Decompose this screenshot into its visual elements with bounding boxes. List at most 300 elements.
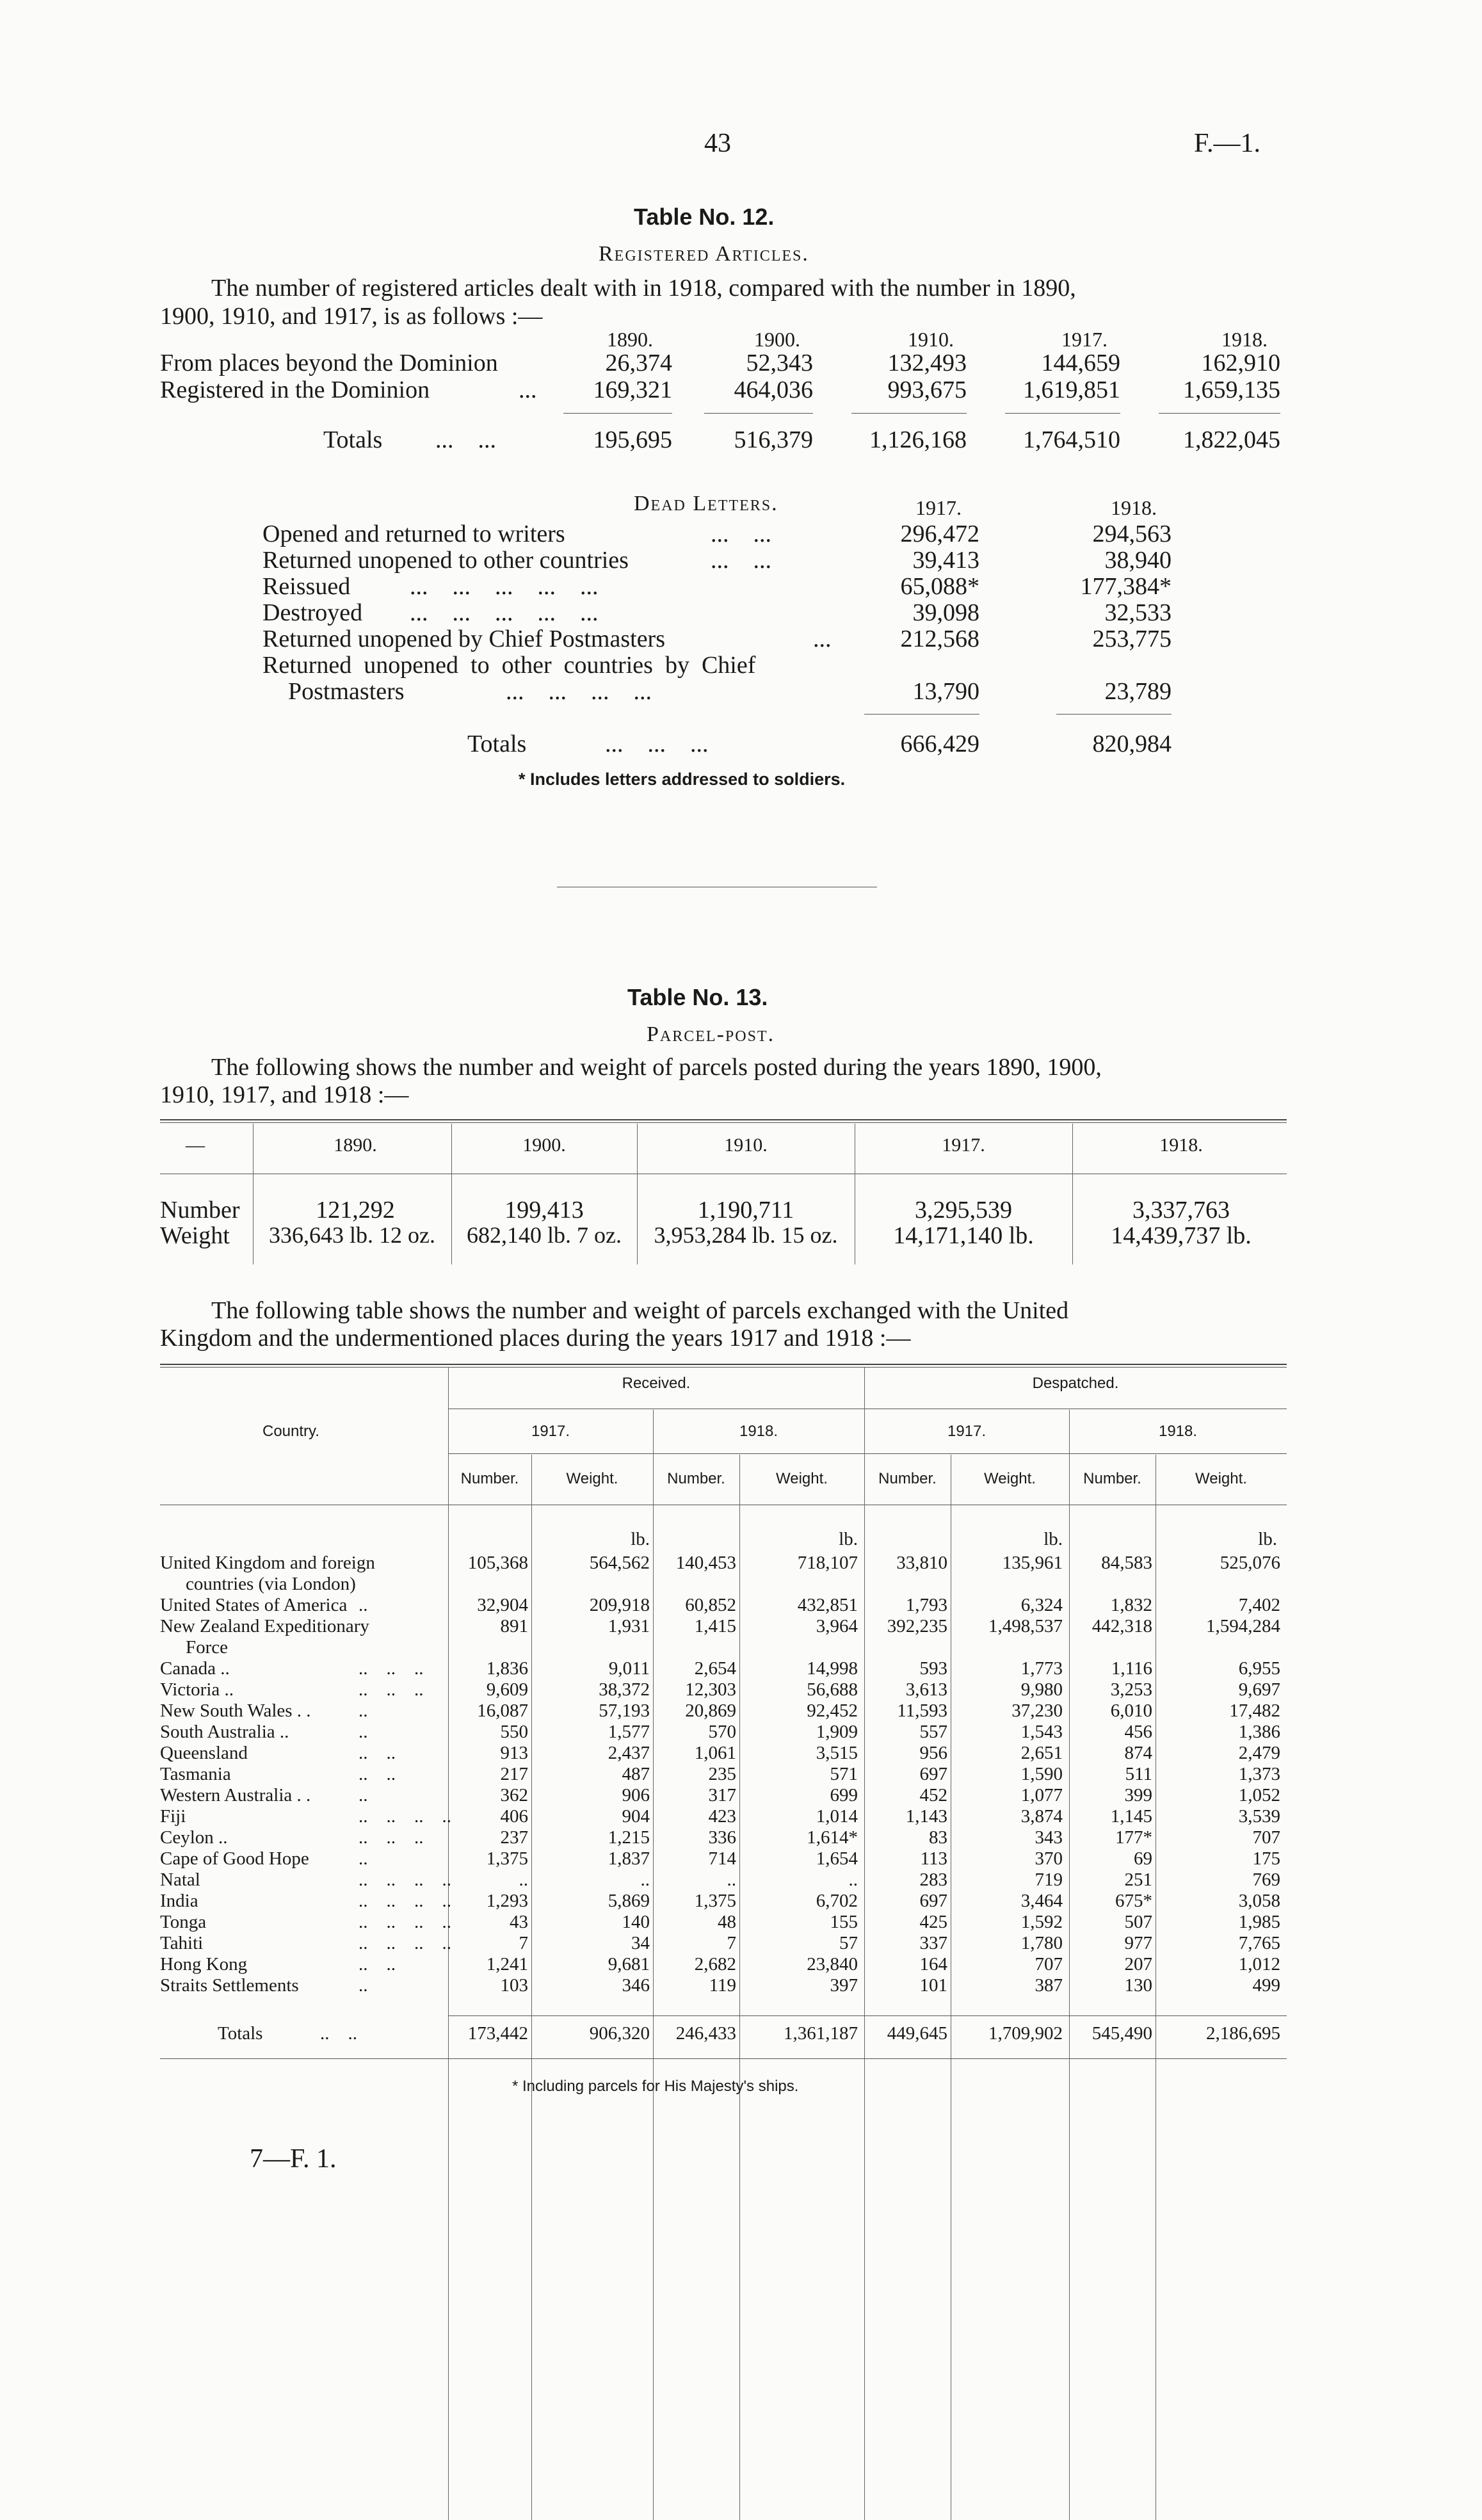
cell-value: 84,583 bbox=[1101, 1553, 1152, 1573]
country-name-continued: countries (via London) bbox=[186, 1574, 356, 1594]
weight-header: Weight. bbox=[1195, 1470, 1247, 1487]
row-label: Number bbox=[160, 1197, 240, 1224]
cell-value: 1,773 bbox=[1020, 1658, 1063, 1679]
cell-value: .. bbox=[640, 1870, 650, 1890]
cell-value: 593 bbox=[919, 1658, 947, 1679]
cell-value: 2,479 bbox=[1238, 1743, 1280, 1763]
leader-dots: ... ... bbox=[711, 547, 771, 574]
table12-subtitle: Registered Articles. bbox=[599, 242, 809, 266]
cell-value: 487 bbox=[622, 1764, 650, 1784]
sum-rule bbox=[851, 413, 967, 414]
cell-value: 1,373 bbox=[1238, 1764, 1280, 1784]
leader-dots: .. .. .. .. bbox=[358, 1933, 451, 1953]
cell-value: 1,012 bbox=[1238, 1954, 1280, 1975]
table-top-rule bbox=[160, 1367, 1287, 1368]
cell-value: 452 bbox=[919, 1785, 947, 1805]
cell-value: 3,253 bbox=[1110, 1679, 1152, 1700]
cell-value: 3,613 bbox=[905, 1679, 947, 1700]
number-header: Number. bbox=[1083, 1470, 1141, 1487]
table12-intro-1: The number of registered articles dealt with in 1918, compared with the number in 1890, bbox=[211, 275, 1076, 302]
unit-label: lb. bbox=[1043, 1529, 1063, 1549]
cell-value: 140 bbox=[622, 1912, 650, 1932]
leader-dots: .. bbox=[358, 1722, 368, 1742]
cell-value: 769 bbox=[1252, 1870, 1280, 1890]
country-name: Tahiti bbox=[160, 1933, 204, 1953]
cell-value: 1,780 bbox=[1020, 1933, 1063, 1953]
total-value: 173,442 bbox=[467, 2023, 528, 2044]
country-name: Western Australia . . bbox=[160, 1785, 311, 1805]
unit-label: lb. bbox=[631, 1529, 650, 1549]
cell-value: 993,675 bbox=[887, 376, 967, 403]
cell-value: 1,654 bbox=[816, 1848, 858, 1869]
cell-value: 23,789 bbox=[1104, 678, 1172, 705]
cell-value: 511 bbox=[1125, 1764, 1152, 1784]
year-header: 1918. bbox=[1158, 1423, 1198, 1440]
leader-dots: .. .. bbox=[358, 1743, 396, 1763]
row-label: Reissued bbox=[262, 573, 351, 600]
total-value: 666,429 bbox=[900, 731, 979, 757]
leader-dots: ... ... bbox=[711, 521, 771, 547]
cell-value: 14,998 bbox=[807, 1658, 858, 1679]
year-header: 1917. bbox=[947, 1423, 987, 1440]
country-name: Canada .. bbox=[160, 1658, 230, 1679]
row-label: Returned unopened to other countries by Chief bbox=[262, 652, 756, 679]
cell-value: 7 bbox=[519, 1933, 528, 1953]
total-value: 195,695 bbox=[593, 426, 672, 453]
cell-value: 177* bbox=[1115, 1827, 1152, 1848]
cell-value: 39,098 bbox=[912, 599, 979, 626]
cell-value: 956 bbox=[919, 1743, 947, 1763]
cell-value: 1,143 bbox=[905, 1806, 947, 1827]
year-header: 1890. bbox=[607, 328, 653, 351]
cell-value: 32,904 bbox=[477, 1595, 528, 1615]
cell-value: 1,931 bbox=[608, 1616, 650, 1636]
country-name: United Kingdom and foreign bbox=[160, 1553, 375, 1573]
country-name: Victoria .. bbox=[160, 1679, 234, 1700]
cell-value: 906 bbox=[622, 1785, 650, 1805]
cell-value: 9,609 bbox=[486, 1679, 528, 1700]
cell-value: 20,869 bbox=[685, 1700, 736, 1721]
cell-value: 707 bbox=[1252, 1827, 1280, 1848]
cell-value: 38,940 bbox=[1104, 547, 1172, 574]
leader-dots: .. .. .. .. bbox=[358, 1870, 451, 1890]
footnote: * Includes letters addressed to soldiers. bbox=[519, 770, 846, 789]
cell-value: 423 bbox=[708, 1806, 736, 1827]
cell-value: 719 bbox=[1035, 1870, 1063, 1890]
cell-value: 397 bbox=[830, 1975, 858, 1996]
cell-value: 207 bbox=[1124, 1954, 1152, 1975]
cell-value: 1,052 bbox=[1238, 1785, 1280, 1805]
country-name: Natal bbox=[160, 1870, 200, 1890]
cell-value: 175 bbox=[1252, 1848, 1280, 1869]
dead-letters-title: Dead Letters. bbox=[634, 492, 778, 515]
year-header: 1900. bbox=[754, 328, 800, 351]
totals-label: Totals bbox=[218, 2023, 263, 2044]
country-name: United States of America bbox=[160, 1595, 348, 1615]
weight-header: Weight. bbox=[776, 1470, 828, 1487]
cell-value: 6,010 bbox=[1110, 1700, 1152, 1721]
table-top-rule bbox=[160, 1364, 1287, 1365]
cell-value: 464,036 bbox=[734, 376, 813, 403]
sum-rule bbox=[1005, 413, 1120, 414]
cell-value: 456 bbox=[1124, 1722, 1152, 1742]
cell-value: 346 bbox=[622, 1975, 650, 1996]
row-label: Opened and returned to writers bbox=[262, 521, 565, 547]
weight-header: Weight. bbox=[566, 1470, 618, 1487]
cell-value: 1,014 bbox=[816, 1806, 858, 1827]
leader-dots: .. .. .. bbox=[358, 1679, 424, 1700]
cell-value: 235 bbox=[708, 1764, 736, 1784]
number-header: Number. bbox=[878, 1470, 937, 1487]
total-value: 516,379 bbox=[734, 426, 813, 453]
leader-dots: .. .. .. .. bbox=[358, 1806, 451, 1827]
table-top-rule bbox=[160, 1119, 1287, 1120]
total-value: 1,126,168 bbox=[869, 426, 967, 453]
country-name: Straits Settlements bbox=[160, 1975, 299, 1996]
total-value: 1,764,510 bbox=[1023, 426, 1120, 453]
weight-header: Weight. bbox=[984, 1470, 1036, 1487]
cell-value: 1,614* bbox=[807, 1827, 858, 1848]
total-value: 906,320 bbox=[589, 2023, 650, 2044]
leader-dots: ... ... ... ... bbox=[506, 678, 652, 705]
cell-value: 697 bbox=[919, 1764, 947, 1784]
cell-value: 336,643 lb. 12 oz. bbox=[269, 1222, 435, 1248]
cell-value: 1,145 bbox=[1110, 1806, 1152, 1827]
cell-value: 3,964 bbox=[816, 1616, 858, 1636]
cell-value: 682,140 lb. 7 oz. bbox=[467, 1222, 622, 1248]
cell-value: 14,171,140 lb. bbox=[893, 1222, 1034, 1249]
leader-dots: .. bbox=[358, 1848, 368, 1869]
total-value: 1,361,187 bbox=[784, 2023, 858, 2044]
year-header: 1917. bbox=[1061, 328, 1107, 351]
cell-value: 1,909 bbox=[816, 1722, 858, 1742]
year-header: 1917. bbox=[915, 496, 962, 519]
cell-value: 1,837 bbox=[608, 1848, 650, 1869]
cell-value: 1,215 bbox=[608, 1827, 650, 1848]
cell-value: 1,832 bbox=[1110, 1595, 1152, 1615]
cell-value: 57 bbox=[839, 1933, 858, 1953]
leader-dots: .. .. .. bbox=[358, 1658, 424, 1679]
table13-intro-1: The following shows the number and weight of parcels posted during the years 1890, 1900, bbox=[211, 1054, 1102, 1081]
cell-value: 164 bbox=[919, 1954, 947, 1975]
cell-value: 425 bbox=[919, 1912, 947, 1932]
leader-dots: .. bbox=[358, 1785, 368, 1805]
leader-dots: ... ... ... ... ... bbox=[410, 573, 599, 600]
cell-value: 557 bbox=[919, 1722, 947, 1742]
cell-value: 697 bbox=[919, 1891, 947, 1911]
cell-value: 1,592 bbox=[1020, 1912, 1063, 1932]
cell-value: 12,303 bbox=[685, 1679, 736, 1700]
cell-value: 296,472 bbox=[900, 521, 979, 547]
cell-value: 7 bbox=[727, 1933, 736, 1953]
cell-value: 34 bbox=[631, 1933, 650, 1953]
row-label: Postmasters bbox=[288, 678, 405, 705]
cell-value: 564,562 bbox=[589, 1553, 650, 1573]
cell-value: 169,321 bbox=[593, 376, 672, 403]
leader-dots: .. .. .. .. bbox=[358, 1912, 451, 1932]
cell-value: 9,980 bbox=[1020, 1679, 1063, 1700]
leader-dots: .. bbox=[358, 1700, 368, 1721]
cell-value: 217 bbox=[500, 1764, 528, 1784]
cell-value: 2,437 bbox=[608, 1743, 650, 1763]
cell-value: 1,077 bbox=[1020, 1785, 1063, 1805]
cell-value: .. bbox=[727, 1870, 736, 1890]
despatched-header: Despatched. bbox=[1032, 1375, 1119, 1392]
cell-value: 57,193 bbox=[599, 1700, 650, 1721]
leader-dots: .. .. .. .. bbox=[358, 1891, 451, 1911]
year-header: 1917. bbox=[942, 1135, 985, 1156]
country-name: New Zealand Expeditionary bbox=[160, 1616, 369, 1636]
leader-dots: ... ... ... bbox=[605, 731, 709, 757]
year-header: 1918. bbox=[739, 1423, 778, 1440]
cell-value: 7,765 bbox=[1238, 1933, 1280, 1953]
cell-value: 1,375 bbox=[486, 1848, 528, 1869]
country-name: New South Wales . . bbox=[160, 1700, 311, 1721]
cell-value: 162,910 bbox=[1201, 350, 1280, 376]
cell-value: 7,402 bbox=[1238, 1595, 1280, 1615]
table12-intro-2: 1900, 1910, and 1917, is as follows :— bbox=[160, 303, 543, 330]
cell-value: 113 bbox=[920, 1848, 947, 1869]
cell-value: 17,482 bbox=[1229, 1700, 1280, 1721]
cell-value: 33,810 bbox=[896, 1553, 947, 1573]
country-name: Cape of Good Hope bbox=[160, 1848, 309, 1869]
cell-value: .. bbox=[519, 1870, 528, 1890]
cell-value: 253,775 bbox=[1092, 626, 1172, 652]
sum-rule bbox=[864, 714, 979, 715]
cell-value: 1,793 bbox=[905, 1595, 947, 1615]
cell-value: 23,840 bbox=[807, 1954, 858, 1975]
cell-value: 11,593 bbox=[897, 1700, 947, 1721]
cell-value: 1,590 bbox=[1020, 1764, 1063, 1784]
cell-value: .. bbox=[848, 1870, 858, 1890]
cell-value: 132,493 bbox=[887, 350, 967, 376]
cell-value: 387 bbox=[1035, 1975, 1063, 1996]
cell-value: 237 bbox=[500, 1827, 528, 1848]
leader-dots: ... ... ... ... ... bbox=[410, 599, 599, 626]
cell-value: 1,061 bbox=[694, 1743, 736, 1763]
cell-value: 718,107 bbox=[797, 1553, 858, 1573]
cell-value: 2,651 bbox=[1020, 1743, 1063, 1763]
cell-value: 39,413 bbox=[912, 547, 979, 574]
cell-value: 294,563 bbox=[1092, 521, 1172, 547]
stub-header: — bbox=[186, 1135, 205, 1156]
cell-value: 1,498,537 bbox=[988, 1616, 1063, 1636]
leader-dots: ... bbox=[813, 626, 832, 652]
header-rule bbox=[448, 1453, 1287, 1454]
cell-value: 1,375 bbox=[694, 1891, 736, 1911]
cell-value: 317 bbox=[708, 1785, 736, 1805]
cell-value: 121,292 bbox=[316, 1197, 395, 1224]
cell-value: 550 bbox=[500, 1722, 528, 1742]
cell-value: 1,594,284 bbox=[1206, 1616, 1280, 1636]
leader-dots: .. .. bbox=[358, 1954, 396, 1975]
cell-value: 904 bbox=[622, 1806, 650, 1827]
year-header: 1890. bbox=[334, 1135, 377, 1156]
row-label: Destroyed bbox=[262, 599, 363, 626]
cell-value: 43 bbox=[510, 1912, 528, 1932]
totals-label: Totals bbox=[323, 426, 383, 453]
cell-value: 3,464 bbox=[1020, 1891, 1063, 1911]
cell-value: 6,702 bbox=[816, 1891, 858, 1911]
sum-rule bbox=[563, 413, 672, 414]
row-label: Weight bbox=[160, 1222, 230, 1249]
cell-value: 65,088* bbox=[900, 573, 979, 600]
country-header: Country. bbox=[262, 1423, 319, 1440]
row-label: Returned unopened by Chief Postmasters bbox=[262, 626, 666, 652]
cell-value: 3,874 bbox=[1020, 1806, 1063, 1827]
cell-value: 6,324 bbox=[1020, 1595, 1063, 1615]
cell-value: 2,654 bbox=[694, 1658, 736, 1679]
cell-value: 140,453 bbox=[675, 1553, 736, 1573]
cell-value: 9,681 bbox=[608, 1954, 650, 1975]
table12-title: Table No. 12. bbox=[634, 204, 775, 230]
table14-intro-2: Kingdom and the undermentioned places during the years 1917 and 1918 :— bbox=[160, 1325, 911, 1352]
cell-value: 507 bbox=[1124, 1912, 1152, 1932]
cell-value: 56,688 bbox=[807, 1679, 858, 1700]
cell-value: 3,953,284 lb. 15 oz. bbox=[654, 1222, 838, 1248]
cell-value: 1,577 bbox=[608, 1722, 650, 1742]
cell-value: 199,413 bbox=[504, 1197, 584, 1224]
year-header: 1918. bbox=[1221, 328, 1268, 351]
cell-value: 1,241 bbox=[486, 1954, 528, 1975]
cell-value: 1,985 bbox=[1238, 1912, 1280, 1932]
total-value: 246,433 bbox=[675, 2023, 736, 2044]
cell-value: 406 bbox=[500, 1806, 528, 1827]
cell-value: 2,682 bbox=[694, 1954, 736, 1975]
cell-value: 26,374 bbox=[605, 350, 672, 376]
cell-value: 1,619,851 bbox=[1023, 376, 1120, 403]
cell-value: 343 bbox=[1035, 1827, 1063, 1848]
cell-value: 707 bbox=[1035, 1954, 1063, 1975]
cell-value: 5,869 bbox=[608, 1891, 650, 1911]
total-value: 820,984 bbox=[1092, 731, 1172, 757]
table-bottom-rule bbox=[160, 2058, 1287, 2059]
cell-value: 1,116 bbox=[1111, 1658, 1152, 1679]
cell-value: 362 bbox=[500, 1785, 528, 1805]
cell-value: 570 bbox=[708, 1722, 736, 1742]
cell-value: 675* bbox=[1115, 1891, 1152, 1911]
cell-value: 392,235 bbox=[887, 1616, 947, 1636]
row-label: Returned unopened to other countries bbox=[262, 547, 629, 574]
country-name: India bbox=[160, 1891, 198, 1911]
unit-label: lb. bbox=[1258, 1529, 1277, 1549]
cell-value: 48 bbox=[718, 1912, 736, 1932]
cell-value: 1,386 bbox=[1238, 1722, 1280, 1742]
cell-value: 119 bbox=[709, 1975, 736, 1996]
cell-value: 874 bbox=[1124, 1743, 1152, 1763]
cell-value: 37,230 bbox=[1011, 1700, 1063, 1721]
cell-value: 370 bbox=[1035, 1848, 1063, 1869]
cell-value: 1,543 bbox=[1020, 1722, 1063, 1742]
number-header: Number. bbox=[460, 1470, 519, 1487]
sum-rule bbox=[704, 413, 813, 414]
cell-value: 913 bbox=[500, 1743, 528, 1763]
row-label: From places beyond the Dominion bbox=[160, 350, 498, 376]
cell-value: 6,955 bbox=[1238, 1658, 1280, 1679]
cell-value: 3,058 bbox=[1238, 1891, 1280, 1911]
cell-value: 16,087 bbox=[477, 1700, 528, 1721]
country-name: Tonga bbox=[160, 1912, 207, 1932]
cell-value: 52,343 bbox=[746, 350, 813, 376]
cell-value: 283 bbox=[919, 1870, 947, 1890]
cell-value: 212,568 bbox=[900, 626, 979, 652]
country-name: Fiji bbox=[160, 1806, 186, 1827]
leader-dots: .. bbox=[358, 1595, 368, 1615]
page-signature: 7—F. 1. bbox=[250, 2144, 337, 2174]
row-label: Registered in the Dominion bbox=[160, 376, 430, 403]
country-name: Hong Kong bbox=[160, 1954, 248, 1975]
cell-value: 571 bbox=[830, 1764, 858, 1784]
table13-intro-2: 1910, 1917, and 1918 :— bbox=[160, 1081, 409, 1108]
cell-value: 209,918 bbox=[589, 1595, 650, 1615]
total-value: 449,645 bbox=[887, 2023, 947, 2044]
cell-value: 1,836 bbox=[486, 1658, 528, 1679]
cell-value: 83 bbox=[929, 1827, 947, 1848]
cell-value: 101 bbox=[919, 1975, 947, 1996]
leader-dots: .. bbox=[358, 1975, 368, 1996]
country-name: South Australia .. bbox=[160, 1722, 289, 1742]
cell-value: 9,697 bbox=[1238, 1679, 1280, 1700]
cell-value: 92,452 bbox=[807, 1700, 858, 1721]
number-header: Number. bbox=[667, 1470, 725, 1487]
year-header: 1917. bbox=[531, 1423, 570, 1440]
leader-dots: .. .. .. bbox=[358, 1827, 424, 1848]
year-header: 1918. bbox=[1159, 1135, 1203, 1156]
cell-value: 38,372 bbox=[599, 1679, 650, 1700]
total-value: 1,822,045 bbox=[1183, 426, 1280, 453]
totals-label: Totals bbox=[467, 731, 527, 757]
page-number: 43 bbox=[704, 129, 731, 158]
cell-value: 3,337,763 bbox=[1132, 1197, 1230, 1224]
cell-value: 105,368 bbox=[467, 1553, 528, 1573]
cell-value: 60,852 bbox=[685, 1595, 736, 1615]
year-header: 1900. bbox=[522, 1135, 566, 1156]
total-value: 1,709,902 bbox=[988, 2023, 1063, 2044]
cell-value: 135,961 bbox=[1002, 1553, 1063, 1573]
country-name: Tasmania bbox=[160, 1764, 231, 1784]
cell-value: 336 bbox=[708, 1827, 736, 1848]
cell-value: 14,439,737 lb. bbox=[1111, 1222, 1252, 1249]
country-name: Ceylon .. bbox=[160, 1827, 228, 1848]
leader-dots: .. .. bbox=[358, 1764, 396, 1784]
cell-value: 1,659,135 bbox=[1183, 376, 1280, 403]
cell-value: 144,659 bbox=[1041, 350, 1120, 376]
received-header: Received. bbox=[622, 1375, 691, 1392]
year-header: 1910. bbox=[908, 328, 954, 351]
cell-value: 13,790 bbox=[912, 678, 979, 705]
cell-value: 251 bbox=[1124, 1870, 1152, 1890]
cell-value: 699 bbox=[830, 1785, 858, 1805]
document-code: F.—1. bbox=[1194, 129, 1261, 158]
year-header: 1910. bbox=[724, 1135, 768, 1156]
cell-value: 155 bbox=[830, 1912, 858, 1932]
country-name: Queensland bbox=[160, 1743, 248, 1763]
unit-label: lb. bbox=[839, 1529, 858, 1549]
cell-value: 499 bbox=[1252, 1975, 1280, 1996]
table13-subtitle: Parcel-post. bbox=[647, 1022, 775, 1046]
cell-value: 9,011 bbox=[608, 1658, 650, 1679]
table13-title: Table No. 13. bbox=[627, 984, 768, 1010]
cell-value: 432,851 bbox=[797, 1595, 858, 1615]
footnote: * Including parcels for His Majesty's ships. bbox=[512, 2078, 799, 2095]
cell-value: 32,533 bbox=[1104, 599, 1172, 626]
table-top-rule bbox=[160, 1122, 1287, 1123]
sum-rule bbox=[1056, 714, 1172, 715]
sum-rule bbox=[1159, 413, 1280, 414]
cell-value: 177,384* bbox=[1080, 573, 1172, 600]
total-value: 545,490 bbox=[1091, 2023, 1152, 2044]
cell-value: 977 bbox=[1124, 1933, 1152, 1953]
